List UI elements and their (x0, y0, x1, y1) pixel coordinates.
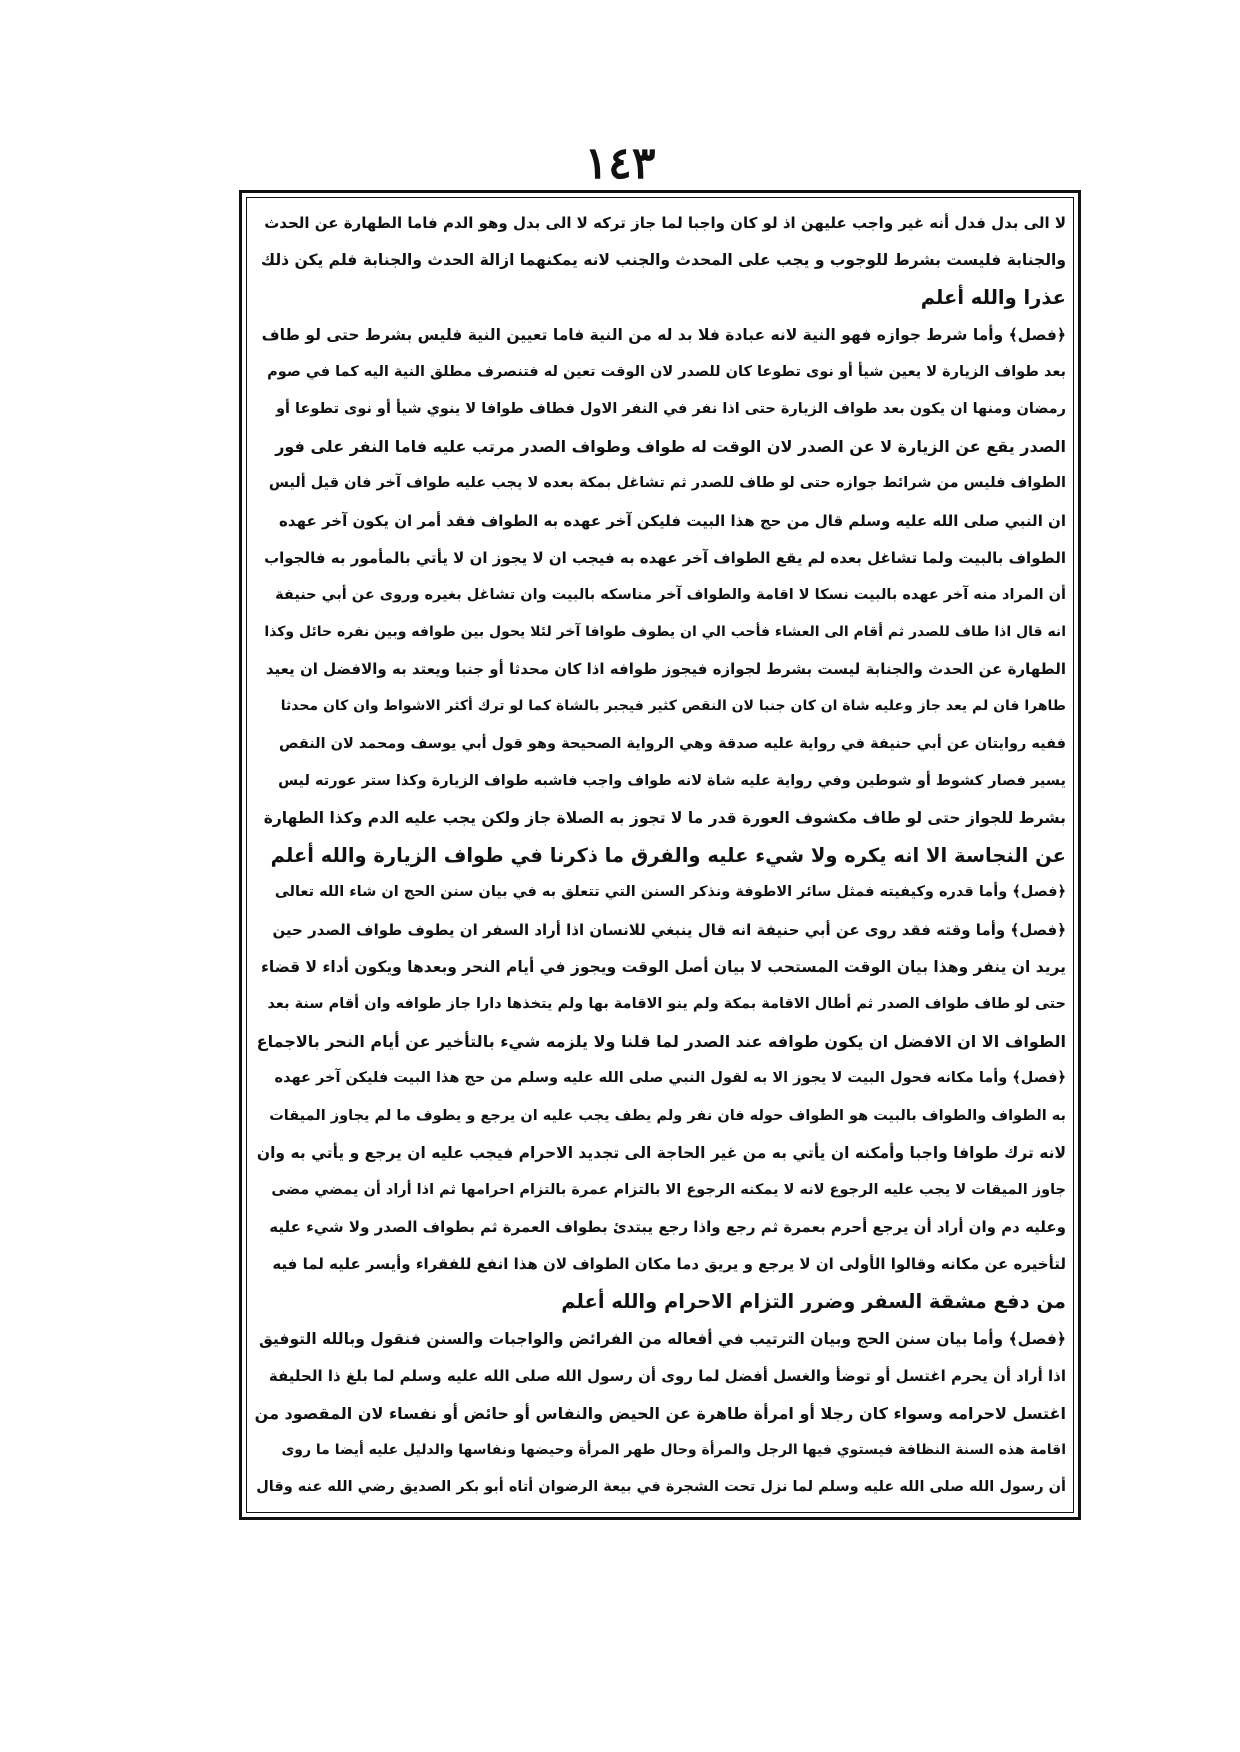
text-line: لانه ترك طوافا واجبا وأمكنه ان يأتي به من غير الحاجة الى تجديد الاحرام فيجب عليه ان يرجع و يأتي به وان (256, 1143, 1066, 1162)
text-line: ﴿فصل﴾ وأما وقته فقد روى عن أبي حنيفة انه قال ينبغي للانسان اذا أراد السفر ان يطوف طواف الصدر حين (272, 920, 1066, 939)
text-line: أن رسول الله صلى الله عليه وسلم لما نزل تحت الشجرة في بيعة الرضوان أتاه أبو بكر الصديق رضي الله عنه وقال (256, 1479, 1066, 1496)
text-line: عذرا والله أعلم (920, 286, 1066, 310)
text-line: جاوز الميقات لا يجب عليه الرجوع لانه لا يمكنه الرجوع الا بالتزام عمرة بالتزام احرامها ثم اذا أراد أن يمضي مضى (271, 1181, 1066, 1198)
text-line: الطهارة عن الحدث والجنابة ليست بشرط لجوازه فيجوز طوافه اذا كان محدثا أو جنبا ويعتد به والافضل ان يعيد (265, 660, 1066, 679)
text-line: به الطواف والطواف بالبيت هو الطواف حوله فان نفر ولم يطف يجب عليه ان يرجع و يطوف ما لم يجاوز الميقات (269, 1107, 1066, 1124)
text-line: الطواف الا ان الافضل ان يكون طوافه عند الصدر لما قلنا ولا يلزمه شيء بالتأخير عن أيام النحر بالاجماع (256, 1032, 1066, 1052)
text-line: أن المراد منه آخر عهده بالبيت نسكا لا اقامة والطواف آخر مناسكه بالبيت وان تشاغل بغيره وروى عن أبي حنيفة (275, 586, 1066, 603)
text-line: اذا أراد أن يحرم اغتسل أو توضأ والغسل أفضل لما روى أن رسول الله صلى الله عليه وسلم لما بلغ ذا الحليفة (268, 1366, 1066, 1385)
text-line: عن النجاسة الا انه يكره ولا شيء عليه والفرق ما ذكرنا في طواف الزيارة والله أعلم (270, 844, 1066, 868)
page-number: ١٤٣ (584, 138, 656, 189)
text-line: ﴿فصل﴾ وأما بيان سنن الحج وبيان الترتيب في أفعاله من الفرائض والواجبات والسنن فنقول وبالله التوفيق (259, 1329, 1066, 1348)
text-line: طاهرا فان لم يعد جاز وعليه شاة ان كان جنبا لان النقص كثير فيجبر بالشاة كما لو ترك أكثر الاشواط وان كان محدثا (280, 698, 1066, 715)
text-line: حتى لو طاف طواف الصدر ثم أطال الاقامة بمكة ولم ينو الاقامة بها ولم يتخذها دارا جاز طوافه وان أقام سنة بعد (267, 995, 1066, 1012)
text-line: ﴿فصل﴾ وأما مكانه فحول البيت لا يجوز الا به لقول النبي صلى الله عليه وسلم من حج هذا البيت فليكن آخر عهده (274, 1070, 1066, 1087)
text-line: الصدر يقع عن الزيارة لا عن الصدر لان الوقت له طواف وطواف الصدر مرتب عليه فاما النفر على فور (275, 437, 1066, 457)
text-block (254, 205, 1066, 1497)
text-line: يريد ان ينفر وهذا بيان الوقت المستحب لا بيان أصل الوقت ويجوز في أيام النحر وبعدها ويكون أداء لا قضاء (260, 957, 1066, 976)
text-line: ﴿فصل﴾ وأما قدره وكيفيته فمثل سائر الاطوفة ونذكر السنن التي تتعلق به في بيان سنن الحج ان شاء الله تعالى (274, 884, 1066, 901)
text-line: اقامة هذه السنة النظافة فيستوي فيها الرجل والمرأة وحال طهر المرأة وحيضها ونفاسها والدليل عليه أيضا ما روى (281, 1442, 1066, 1459)
text-line: الطواف بالبيت ولما تشاغل بعده لم يقع الطواف آخر عهده به فيجب ان لا يجوز ان لا يأتي بالمأمور به فالجواب (264, 548, 1066, 567)
text-line: والجنابة فليست بشرط للوجوب و يجب على المحدث والجنب لانه يمكنهما ازالة الحدث والجنابة فلم يكن ذلك (260, 251, 1066, 270)
text-line: اغتسل لاحرامه وسواء كان رجلا أو امرأة طاهرة عن الحيض والنفاس أو حائض أو نفساء لان المقصود من (254, 1404, 1066, 1423)
text-line: لا الى بدل فدل أنه غير واجب عليهن اذ لو كان واجبا لما جاز تركه لا الى بدل وهو الدم فاما الطهارة عن الحدث (264, 214, 1066, 232)
text-line: بشرط للجواز حتى لو طاف مكشوف العورة قدر ما لا تجوز به الصلاة جاز ولكن يجب عليه الدم وكذا الطهارة (263, 809, 1066, 827)
text-line: الطواف فليس من شرائط جوازه حتى لو طاف للصدر ثم تشاغل بمكة بعده لا يجب عليه طواف آخر فان قيل أليس (268, 475, 1066, 492)
text-line: وعليه دم وان أراد أن يرجع أحرم بعمرة ثم رجع واذا رجع يبتدئ بطواف العمرة ثم بطواف الصدر ولا شيء عليه (269, 1218, 1066, 1237)
text-line: ففيه روايتان عن أبي حنيفة في رواية عليه صدقة وهي الرواية الصحيحة وهو قول أبي يوسف ومحمد لان النقص (279, 735, 1066, 752)
text-line: ان النبي صلى الله عليه وسلم قال من حج هذا البيت فليكن آخر عهده به الطواف فقد أمر ان يكون آخر عهده (279, 511, 1066, 530)
text-frame (239, 190, 1081, 1520)
text-line: من دفع مشقة السفر وضرر التزام الاحرام والله أعلم (561, 1290, 1066, 1314)
text-line: رمضان ومنها ان يكون بعد طواف الزيارة حتى اذا نفر في النفر الاول فطاف طوافا لا ينوي شيأ أو نوى تطوعا أو (275, 400, 1066, 417)
text-line: ﴿فصل﴾ وأما شرط جوازه فهو النية لانه عبادة فلا بد له من النية فاما تعيين النية فليس بشرط حتى لو طاف (261, 325, 1066, 344)
text-line: بعد طواف الزيارة لا يعين شيأ أو نوى تطوعا كان للصدر لان الوقت تعين له فتنصرف مطلق النية اليه كما في صوم (267, 363, 1066, 380)
text-line: انه قال اذا طاف للصدر ثم أقام الى العشاء فأحب الي ان يطوف طوافا آخر لئلا يحول بين طوافه وبين نفره حائل وكذا (264, 624, 1066, 641)
text-line: يسير فصار كشوط أو شوطين وفي رواية عليه شاة لانه طواف واجب فاشبه طواف الزيارة وكذا ستر عورته ليس (278, 772, 1066, 789)
text-line: لتأخيره عن مكانه وقالوا الأولى ان لا يرجع و يريق دما مكان الطواف لان هذا انفع للفقراء وأيسر عليه لما فيه (272, 1255, 1066, 1274)
